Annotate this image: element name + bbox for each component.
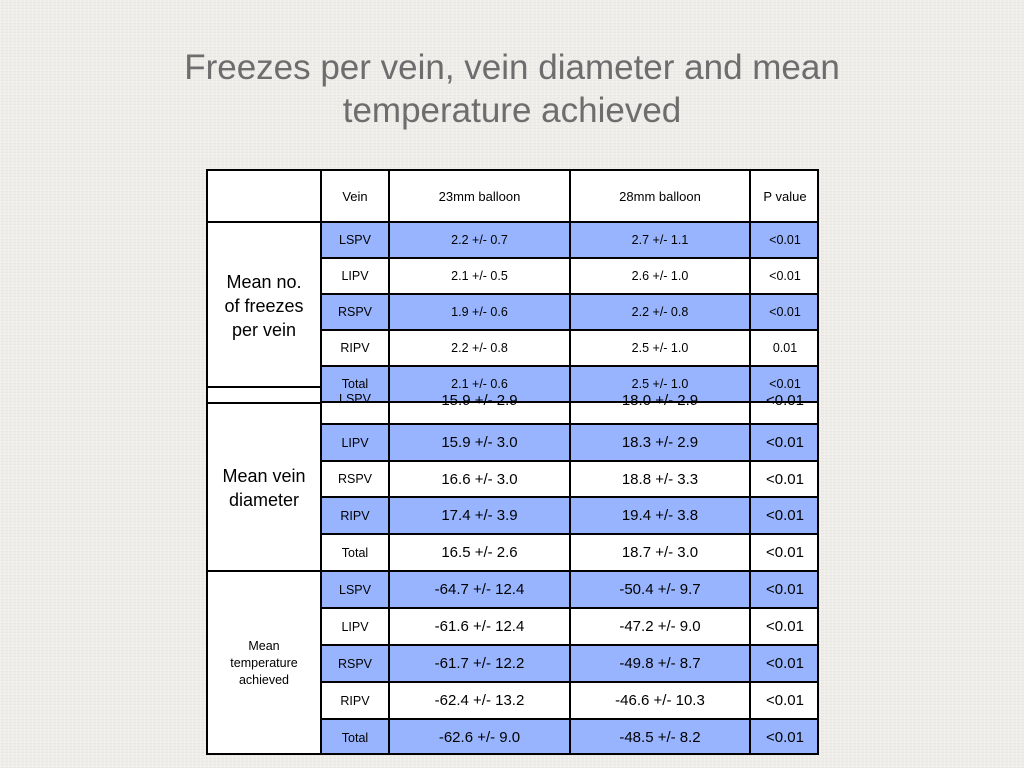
group-label-freezes: Mean no. of freezes per vein [208,223,320,388]
cell-b28: 18.8 +/- 3.3 [569,462,749,498]
cell-b23: 2.2 +/- 0.8 [388,331,569,367]
cell-b23: 2.1 +/- 0.5 [388,259,569,295]
cell-b28: -49.8 +/- 8.7 [569,646,749,683]
cell-text-b23: 15.9 +/- 2.9 [441,392,518,409]
cell-b23: 2.1 +/- 0.6 [388,367,569,403]
results-table [206,169,819,755]
cell-b28 [569,392,749,425]
cell-p: <0.01 [749,683,819,720]
cell-b23: -64.7 +/- 12.4 [388,572,569,609]
cell-vein: RSPV [320,462,388,498]
cell-vein: LSPV [320,223,388,259]
cell-b23: 16.5 +/- 2.6 [388,535,569,572]
cell-vein: Total [320,720,388,755]
cell-b28: -46.6 +/- 10.3 [569,683,749,720]
cell-vein: RIPV [320,683,388,720]
cell-p: <0.01 [749,646,819,683]
header-23mm-balloon: 23mm balloon [388,171,569,223]
cell-p: <0.01 [749,535,819,572]
cell-p: <0.01 [749,259,819,295]
header-28mm-balloon: 28mm balloon [569,171,749,223]
cell-b23: 2.2 +/- 0.7 [388,223,569,259]
cell-vein: LIPV [320,609,388,646]
cell-b23: 1.9 +/- 0.6 [388,295,569,331]
cell-vein: RSPV [320,646,388,683]
cell-p: 0.01 [749,331,819,367]
cell-b28: -50.4 +/- 9.7 [569,572,749,609]
cell-b28: -47.2 +/- 9.0 [569,609,749,646]
cell-b28: 2.5 +/- 1.0 [569,331,749,367]
cell-b28: 19.4 +/- 3.8 [569,498,749,535]
cell-b23: 16.6 +/- 3.0 [388,462,569,498]
cell-b28: 2.7 +/- 1.1 [569,223,749,259]
cell-b28: -48.5 +/- 8.2 [569,720,749,755]
cell-vein: LIPV [320,259,388,295]
cell-b23: 17.4 +/- 3.9 [388,498,569,535]
cell-vein: Total [320,535,388,572]
cell-vein [320,392,388,425]
cell-vein: RIPV [320,498,388,535]
cell-p: <0.01 [749,498,819,535]
header-p-value: P value [749,171,819,223]
group-label-temperature: Mean temperature achieved [208,572,320,755]
cell-text-vein: LSPV [339,392,371,406]
cell-b23: -62.4 +/- 13.2 [388,683,569,720]
cell-b23: -62.6 +/- 9.0 [388,720,569,755]
group-label-diameter: Mean vein diameter [208,403,320,572]
cell-vein: LSPV [320,572,388,609]
cell-text-p: <0.01 [766,392,804,409]
cell-b28: 18.7 +/- 3.0 [569,535,749,572]
cell-p: <0.01 [749,572,819,609]
cell-vein: LIPV [320,425,388,462]
divider-temperature-top [208,570,320,572]
slide-title-line-1: Freezes per vein, vein diameter and mean [184,48,840,87]
slide-title-line-2: temperature achieved [342,91,682,130]
cell-text-b28: 18.0 +/- 2.9 [621,392,699,409]
divider-freezes-bottom [208,386,320,388]
cell-b23: 15.9 +/- 3.0 [388,425,569,462]
cell-p: <0.01 [749,367,819,403]
table-header-row [208,171,817,223]
cell-b28: 2.6 +/- 1.0 [569,259,749,295]
cell-p: <0.01 [749,223,819,259]
cell-b23: -61.7 +/- 12.2 [388,646,569,683]
slide-title [112,46,912,132]
cell-vein: Total [320,367,388,403]
cell-b28: 2.5 +/- 1.0 [569,367,749,403]
divider-diameter-top [208,402,320,404]
cell-p: <0.01 [749,425,819,462]
header-vein: Vein [320,171,388,223]
cell-b28: 18.3 +/- 2.9 [569,425,749,462]
cell-p: <0.01 [749,720,819,755]
cell-p: <0.01 [749,295,819,331]
cell-b23 [388,392,569,425]
cell-vein: RIPV [320,331,388,367]
cell-p: <0.01 [749,609,819,646]
cell-b23: -61.6 +/- 12.4 [388,609,569,646]
cell-p [749,392,819,425]
cell-p: <0.01 [749,462,819,498]
cell-vein: RSPV [320,295,388,331]
cell-b28: 2.2 +/- 0.8 [569,295,749,331]
